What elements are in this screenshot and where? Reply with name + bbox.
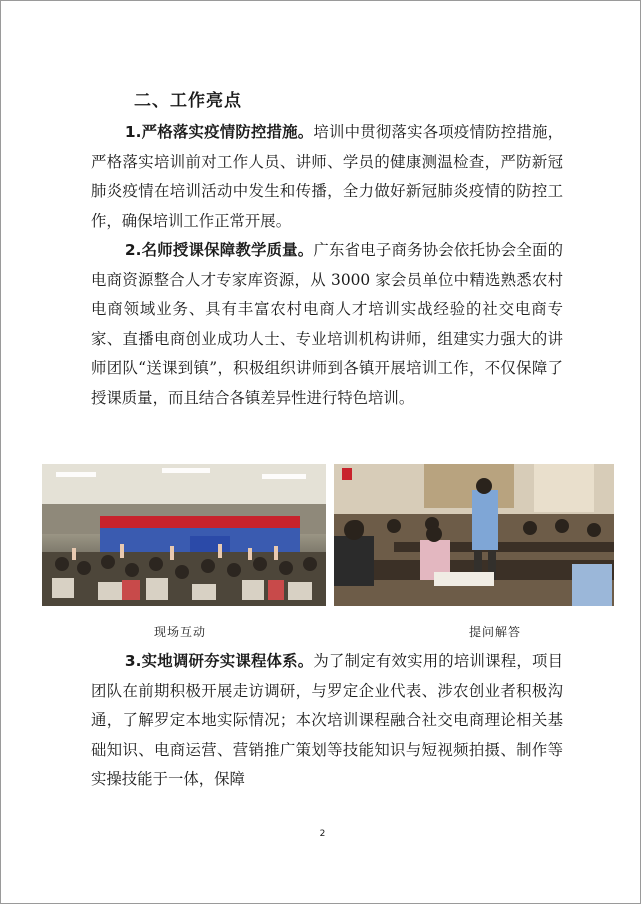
photo-question-answer <box>334 464 614 606</box>
paragraph-3 <box>91 647 563 795</box>
paragraph-1-lead: 1.严格落实疫情防控措施。 <box>124 123 314 141</box>
photo-caption-left: 现场互动 <box>154 625 207 639</box>
photo-caption-right: 提问解答 <box>469 625 522 639</box>
paragraph-1 <box>91 118 563 236</box>
paragraph-2 <box>91 236 563 414</box>
page-number: 2 <box>319 829 326 839</box>
paragraph-2-lead: 2.名师授课保障教学质量。 <box>124 241 314 259</box>
paragraph-1-body: 培训中贯彻落实各项疫情防控措施，严格落实培训前对工作人员、讲师、学员的健康测温检查，严防新冠肺炎疫情在培训活动中发生和传播，全力做好新冠肺炎疫情的防控工作，确保培训工作正常开展。 <box>91 123 563 230</box>
paragraph-2-body: 广东省电子商务协会依托协会全面的电商资源整合人才专家库资源，从 3000 家会员单位中精选熟悉农村电商领域业务、具有丰富农村电商人才培训实战经验的社交电商专家、直播电商创业成功人士、专业培训机构讲师，组建实力强大的讲师团队“送课到镇”，积极组织讲师到各镇开展培训工作，不仅保障了授课质量，而且结合各镇差异性进行特色培训。 <box>91 241 563 407</box>
photo-on-site-interaction <box>42 464 326 606</box>
paragraph-3-lead: 3.实地调研夯实课程体系。 <box>124 652 314 670</box>
section-heading: 二、工作亮点 <box>134 91 242 111</box>
paragraph-3-body: 为了制定有效实用的培训课程，项目团队在前期积极开展走访调研，与罗定企业代表、涉农创业者积极沟通，了解罗定本地实际情况；本次培训课程融合社交电商理论相关基础知识、电商运营、营销推广策划等技能知识与短视频拍摄、制作等实操技能于一体，保障 <box>91 652 563 789</box>
